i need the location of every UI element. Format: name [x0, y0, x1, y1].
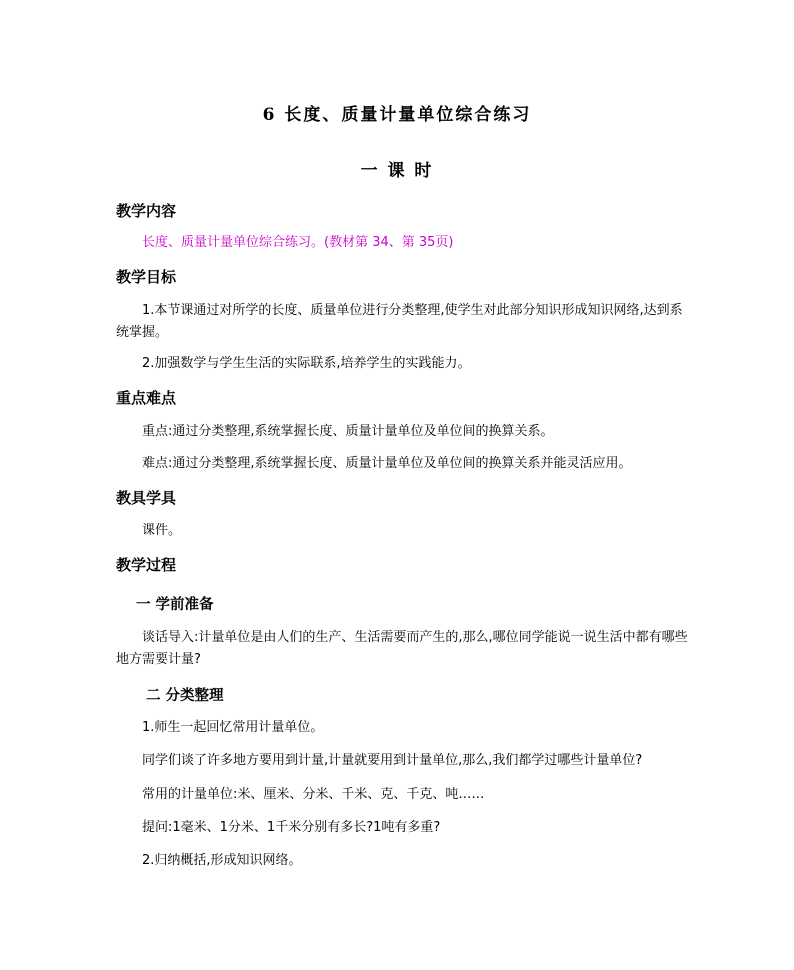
heading-teaching-process: 教学过程 — [116, 556, 177, 574]
teaching-tools-text: 课件。 — [142, 523, 182, 538]
classification-line-3: 常用的计量单位:米、厘米、分米、千米、克、千克、吨…… — [142, 787, 485, 802]
classification-line-2: 同学们谈了许多地方要用到计量,计量就要用到计量单位,那么,我们都学过哪些计量单位? — [142, 753, 643, 768]
classification-line-5: 2.归纳概括,形成知识网络。 — [142, 853, 302, 868]
lesson-period-title: 一 课 时 — [360, 161, 434, 181]
heading-teaching-tools: 教具学具 — [116, 489, 177, 507]
difficult-point-text: 难点:通过分类整理,系统掌握长度、质量计量单位及单位间的换算关系并能灵活应用。 — [142, 456, 632, 471]
key-point-text: 重点:通过分类整理,系统掌握长度、质量计量单位及单位间的换算关系。 — [142, 424, 554, 439]
classification-line-4: 提问:1毫米、1分米、1千米分别有多长?1吨有多重? — [142, 820, 441, 835]
classification-line-1: 1.师生一起回忆常用计量单位。 — [142, 720, 324, 735]
document-title: 6 长度、质量计量单位综合练习 — [262, 105, 532, 125]
goal-item-1: 1.本节课通过对所学的长度、质量单位进行分类整理,使学生对此部分知识形成知识网络,达到系统掌握。 — [116, 303, 683, 340]
goal-item-2: 2.加强数学与学生生活的实际联系,培养学生的实践能力。 — [142, 356, 471, 371]
heading-teaching-content: 教学内容 — [116, 202, 177, 220]
heading-classification: 二 分类整理 — [146, 687, 224, 704]
teaching-content-text: 长度、质量计量单位综合练习。(教材第 34、第 35页) — [142, 235, 454, 250]
heading-teaching-goals: 教学目标 — [116, 268, 177, 286]
pre-study-text: 谈话导入:计量单位是由人们的生产、生活需要而产生的,那么,哪位同学能说一说生活中都有哪些地方需要计量? — [116, 630, 688, 667]
heading-pre-study: 一 学前准备 — [136, 596, 214, 613]
heading-key-points: 重点难点 — [116, 389, 177, 407]
